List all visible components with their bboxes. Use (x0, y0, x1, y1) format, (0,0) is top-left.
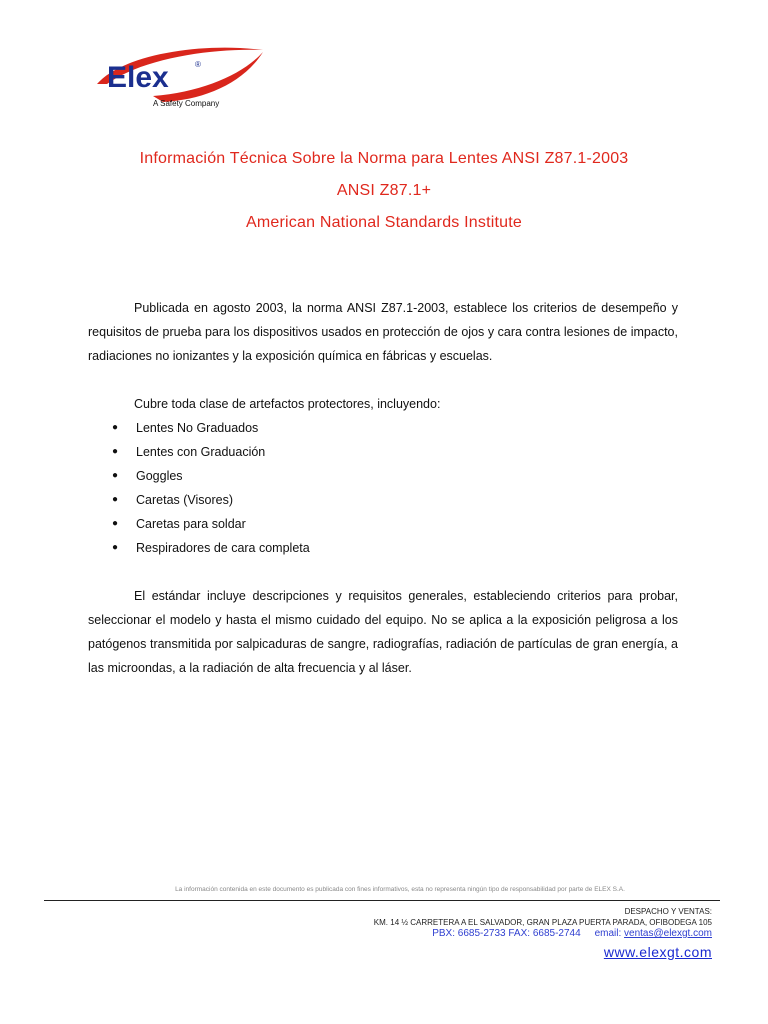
list-item: ● Caretas para soldar (88, 512, 678, 536)
email-label: email: (594, 928, 622, 939)
bullet-icon: ● (112, 422, 119, 433)
title-line-1: Información Técnica Sobre la Norma para Lentes ANSI Z87.1-2003 (139, 150, 629, 167)
bullet-icon: ● (112, 446, 119, 457)
document-body (88, 296, 678, 680)
bullet-icon: ● (112, 542, 119, 553)
paragraph-intro: Publicada en agosto 2003, la norma ANSI Z87.1-2003, establece los criterios de desempeño y requisitos de prueba para los dispositivos usados en protección de ojos y cara contra lesiones de impacto, radiaciones no ionizantes y la exposición química en fábricas y escuelas. (88, 301, 678, 363)
bullet-icon: ● (112, 518, 119, 529)
bullet-icon: ● (112, 470, 119, 481)
footer-contact (432, 928, 712, 939)
list-intro: Cubre toda clase de artefactos protectores, incluyendo: (134, 397, 441, 411)
website-link[interactable]: www.elexgt.com (603, 944, 712, 960)
document-titles (0, 143, 768, 239)
footer-disclaimer: La información contenida en este documento es publicada con fines informativos, esta no representa ningún tipo de responsabilidad por parte de ELEX S.A. (175, 886, 625, 893)
paragraph-standard: El estándar incluye descripciones y requisitos generales, estableciendo criterios para probar, seleccionar el modelo y hasta el mismo cuidado del equipo. No se aplica a la exposición peligrosa a los patógenos transmitida por salpicaduras de sangre, radiografías, radiación de partículas de gran energía, a las microondas, a la radiación de alta frecuencia y al láser. (88, 589, 678, 675)
list-item: ● Goggles (88, 464, 678, 488)
footer-address-block (374, 906, 712, 928)
title-line-2: ANSI Z87.1+ (336, 182, 432, 199)
footer-divider (44, 900, 720, 901)
email-link[interactable]: ventas@elexgt.com (624, 928, 712, 939)
logo-tagline: A Safety Company (153, 99, 220, 108)
logo-brand: Elex (107, 61, 169, 94)
list-item: ● Caretas (Visores) (88, 488, 678, 512)
footer-phones: PBX: 6685-2733 FAX: 6685-2744 (432, 928, 581, 939)
title-line-3: American National Standards Institute (246, 214, 522, 231)
elex-logo (93, 44, 266, 114)
footer-address: KM. 14 ½ CARRETERA A EL SALVADOR, GRAN PLAZA PUERTA PARADA, OFIBODEGA 105 (373, 918, 712, 927)
logo-registered: ® (195, 60, 201, 69)
footer-heading: DESPACHO Y VENTAS: (624, 907, 712, 916)
list-item: ● Lentes No Graduados (88, 416, 678, 440)
bullet-icon: ● (112, 494, 119, 505)
list-item: ● Lentes con Graduación (88, 440, 678, 464)
protector-list (88, 416, 678, 560)
list-item: ● Respiradores de cara completa (88, 536, 678, 560)
